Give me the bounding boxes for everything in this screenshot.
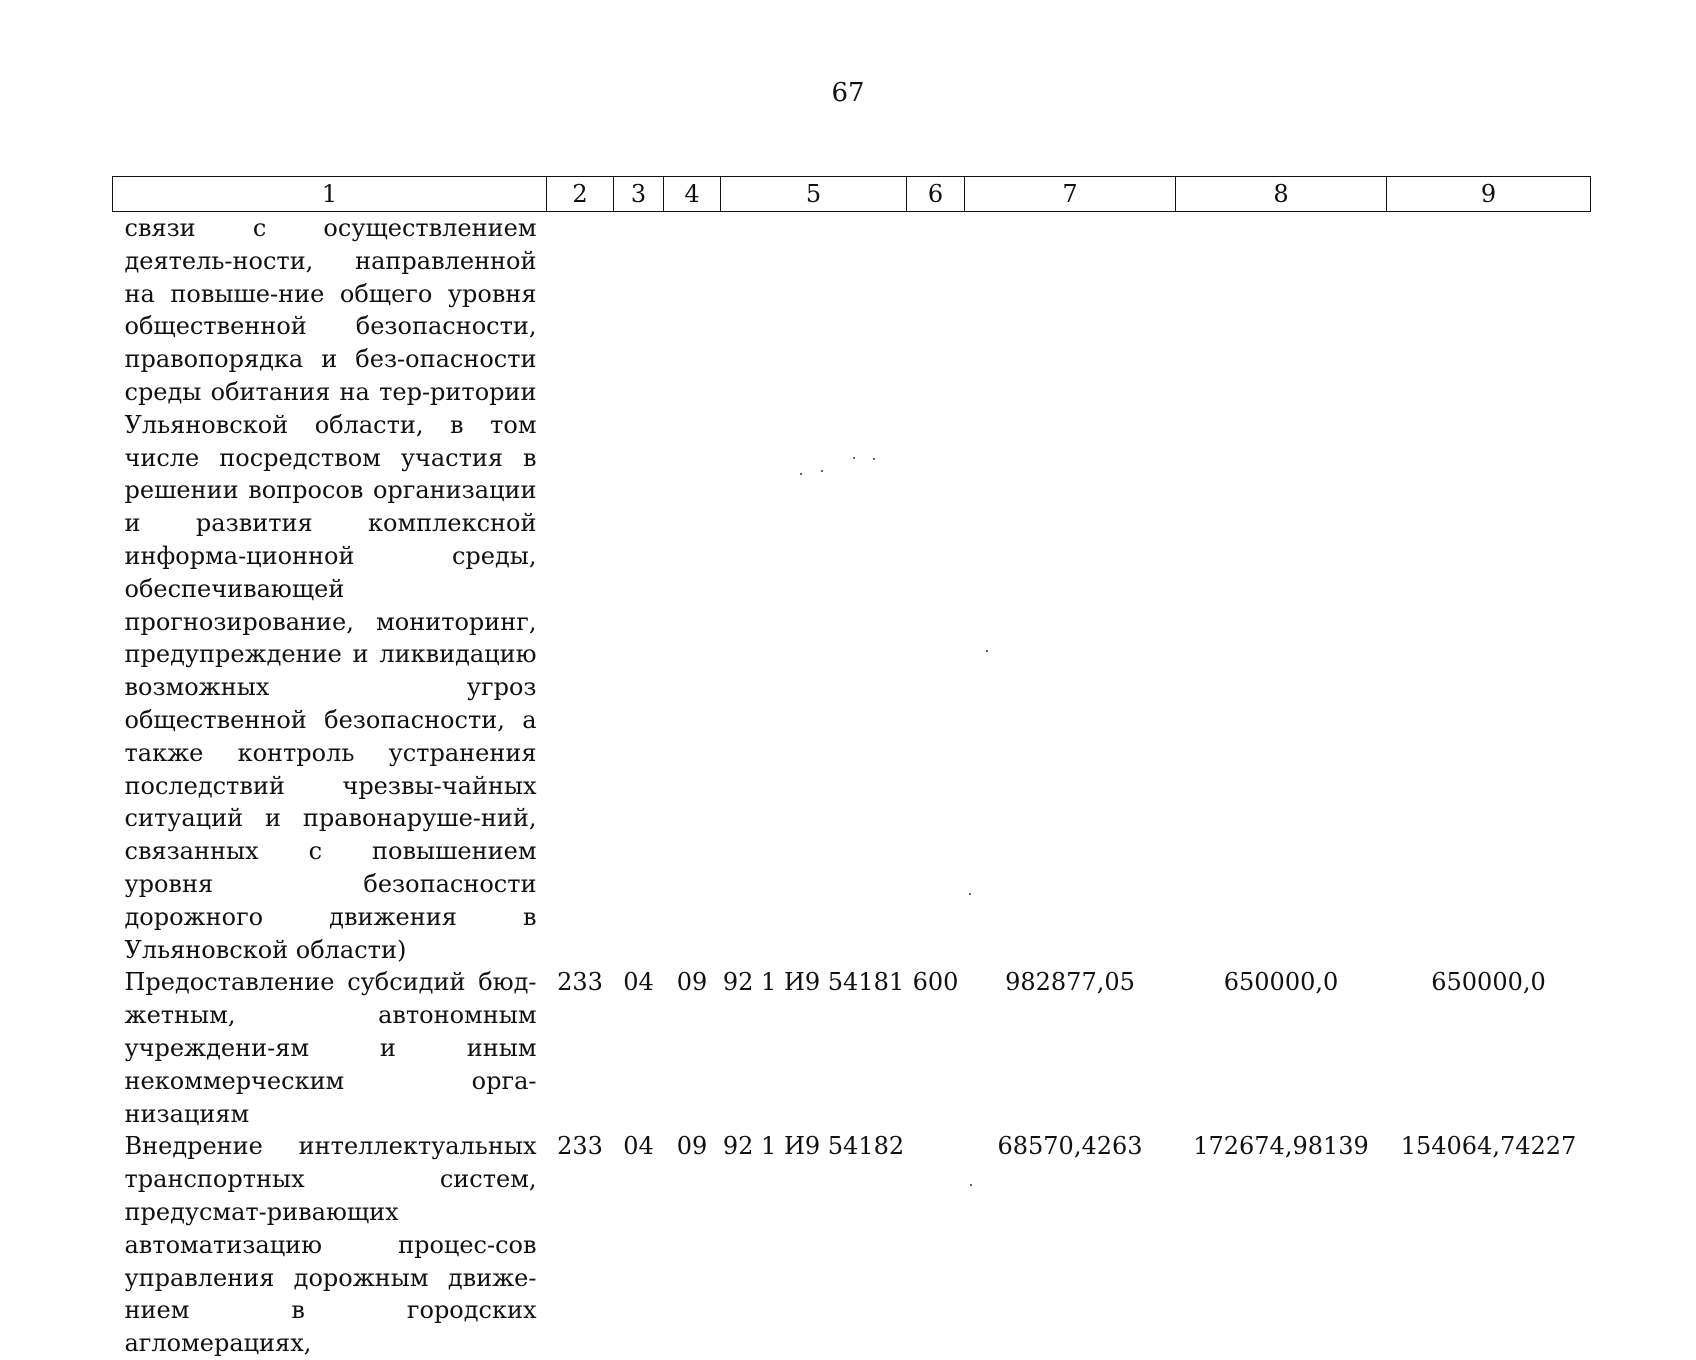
row-value-8: 650000,0 bbox=[1223, 968, 1339, 997]
page-number: 67 bbox=[831, 78, 865, 108]
row-code-2 bbox=[547, 212, 614, 967]
row-code-2: 233 bbox=[557, 968, 603, 997]
row-code-4: 09 bbox=[676, 1132, 708, 1161]
row-value-7: 68570,4263 bbox=[997, 1132, 1143, 1161]
row-value-7: 982877,05 bbox=[1005, 968, 1135, 997]
row-code-5: 92 1 И9 54181 bbox=[722, 968, 905, 997]
row-code-5 bbox=[721, 212, 907, 967]
scan-speck bbox=[800, 473, 802, 475]
row-code-6 bbox=[907, 1130, 965, 1360]
header-col-1: 1 bbox=[113, 177, 547, 212]
row-value-9 bbox=[1387, 212, 1591, 967]
header-col-9: 9 bbox=[1387, 177, 1591, 212]
scan-speck bbox=[969, 893, 971, 895]
header-col-8: 8 bbox=[1176, 177, 1387, 212]
scan-speck bbox=[821, 470, 823, 472]
scan-speck bbox=[986, 650, 988, 652]
scan-speck bbox=[853, 457, 855, 459]
header-col-7: 7 bbox=[965, 177, 1176, 212]
row-code-3: 04 bbox=[623, 1132, 654, 1161]
row-code-4: 09 bbox=[676, 968, 708, 997]
header-col-6: 6 bbox=[907, 177, 965, 212]
row-description: Внедрение интеллектуальных транспортных систем, предусмат-ривающих автоматизацию процес-сов управления дорожным движе-нием в городских агломерациях, bbox=[124, 1132, 537, 1358]
header-col-3: 3 bbox=[614, 177, 664, 212]
row-code-2: 233 bbox=[557, 1132, 603, 1161]
row-code-4 bbox=[664, 212, 721, 967]
row-code-6 bbox=[907, 212, 965, 967]
row-code-5: 92 1 И9 54182 bbox=[722, 1132, 905, 1161]
row-description: Предоставление субсидий бюд-жетным, автономным учреждени-ям и иным некоммерческим орга-низациям bbox=[124, 968, 537, 1128]
table-header bbox=[113, 177, 1591, 212]
row-code-3 bbox=[614, 212, 664, 967]
row-code-6: 600 bbox=[912, 968, 959, 997]
row-value-8 bbox=[1176, 212, 1387, 967]
budget-table bbox=[112, 176, 1591, 1360]
scan-speck bbox=[873, 458, 875, 460]
table-row bbox=[113, 212, 1591, 967]
row-value-7 bbox=[965, 212, 1176, 967]
table-row bbox=[113, 1130, 1591, 1360]
header-col-4: 4 bbox=[664, 177, 721, 212]
header-col-5: 5 bbox=[721, 177, 907, 212]
header-col-2: 2 bbox=[547, 177, 614, 212]
header-row bbox=[113, 177, 1591, 212]
scan-speck bbox=[970, 1184, 972, 1186]
row-code-3: 04 bbox=[623, 968, 654, 997]
row-value-9: 650000,0 bbox=[1431, 968, 1546, 997]
table-body bbox=[113, 212, 1591, 1360]
row-value-8: 172674,98139 bbox=[1193, 1132, 1369, 1161]
row-value-9: 154064,74227 bbox=[1400, 1132, 1577, 1161]
row-description: связи с осуществлением деятель-ности, направленной на повыше-ние общего уровня общественной безопасности, правопорядка и без-опасности среды обитания на тер-ритории Ульяновской области, в том числе посредством участия в решении вопросов организации и развития комплексной информа-ционной среды, обеспечивающей прогнозирование, мониторинг, предупреждение и ликвидацию возможных угроз общественной безопасности, а также контроль устранения последствий чрезвы-чайных ситуаций и правонаруше-ний, связанных с повышением уровня безопасности дорожного движения в Ульяновской области) bbox=[124, 214, 537, 964]
table-row bbox=[113, 966, 1591, 1130]
